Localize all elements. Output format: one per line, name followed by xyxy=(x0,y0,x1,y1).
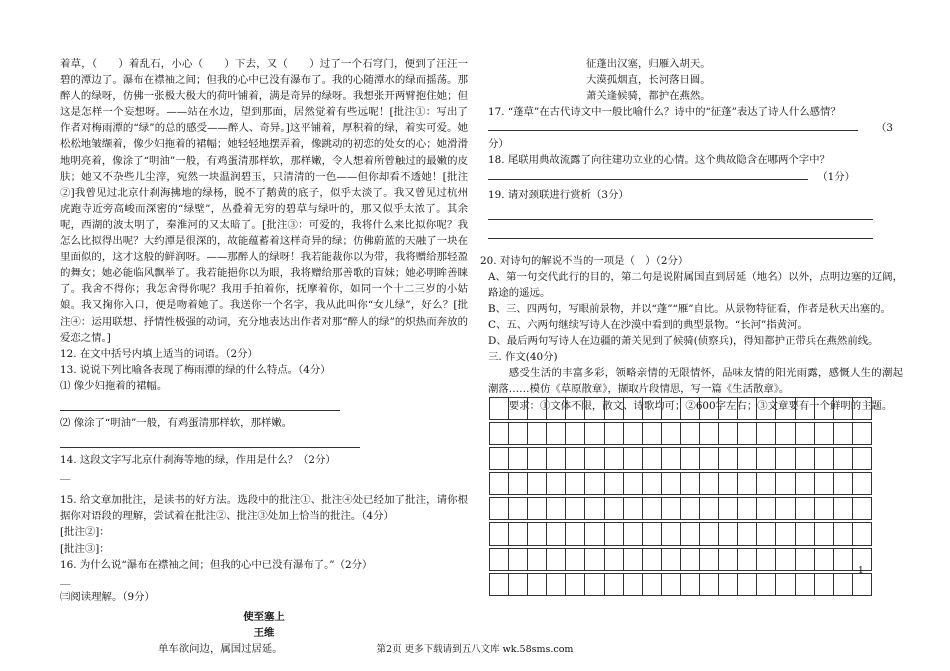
grid-cell[interactable] xyxy=(585,398,604,420)
grid-cell[interactable] xyxy=(776,398,795,420)
question-13: 13. 说说下列比喻各表现了梅雨潭的绿的什么特点。（4分） xyxy=(60,363,331,376)
grid-cell[interactable] xyxy=(604,473,623,495)
grid-cell[interactable] xyxy=(776,498,795,520)
question-17-text: 17. “蓬草”在古代诗文中一般比喻什么？诗中的“征蓬”表达了诗人什么感情？ xyxy=(488,106,841,119)
grid-cell[interactable] xyxy=(700,523,719,545)
grid-cell[interactable] xyxy=(547,498,566,520)
grid-cell[interactable] xyxy=(604,573,623,595)
grid-cell[interactable] xyxy=(604,448,623,470)
grid-cell[interactable] xyxy=(547,573,566,595)
grid-cell[interactable] xyxy=(509,498,528,520)
answer-line[interactable] xyxy=(60,433,360,448)
grid-cell[interactable] xyxy=(833,423,852,445)
question-14: 14. 这段文字写北京什刹海等地的绿，作用是什么？（2分） xyxy=(60,454,336,467)
grid-cell[interactable] xyxy=(604,498,623,520)
grid-cell[interactable] xyxy=(680,498,699,520)
grid-cell[interactable] xyxy=(700,423,719,445)
grid-cell[interactable] xyxy=(623,423,642,445)
grid-cell[interactable] xyxy=(795,498,814,520)
question-14-blank[interactable]: ＿ xyxy=(60,470,71,483)
grid-cell[interactable] xyxy=(680,448,699,470)
grid-cell[interactable] xyxy=(566,423,585,445)
grid-row xyxy=(490,448,872,470)
grid-cell[interactable] xyxy=(490,523,509,545)
grid-cell[interactable] xyxy=(528,573,547,595)
grid-cell[interactable] xyxy=(814,423,833,445)
annotation-3-answer[interactable]: [批注③]： xyxy=(60,542,110,555)
grid-cell[interactable] xyxy=(509,448,528,470)
grid-cell[interactable] xyxy=(623,548,642,570)
essay-writing-grid[interactable] xyxy=(489,397,872,596)
grid-cell[interactable] xyxy=(680,573,699,595)
grid-cell[interactable] xyxy=(738,398,757,420)
grid-cell[interactable] xyxy=(661,498,680,520)
grid-cell[interactable] xyxy=(509,548,528,570)
grid-cell[interactable] xyxy=(795,573,814,595)
grid-cell[interactable] xyxy=(680,523,699,545)
grid-cell[interactable] xyxy=(623,398,642,420)
grid-row xyxy=(490,498,872,520)
grid-cell[interactable] xyxy=(528,473,547,495)
grid-cell[interactable] xyxy=(700,548,719,570)
grid-cell[interactable] xyxy=(509,398,528,420)
grid-cell[interactable] xyxy=(585,548,604,570)
grid-cell[interactable] xyxy=(795,523,814,545)
grid-cell[interactable] xyxy=(852,523,871,545)
grid-cell[interactable] xyxy=(738,448,757,470)
grid-cell[interactable] xyxy=(528,398,547,420)
grid-cell[interactable] xyxy=(738,473,757,495)
grid-cell[interactable] xyxy=(642,423,661,445)
grid-cell[interactable] xyxy=(528,498,547,520)
poem-line: 单车欲问边，属国过居延。 xyxy=(158,643,283,656)
grid-cell[interactable] xyxy=(547,423,566,445)
grid-cell[interactable] xyxy=(585,573,604,595)
question-12: 12. 在文中括号内填上适当的词语。（2分） xyxy=(60,347,258,360)
reading-passage: 着草，（ ）着乱石，小心（ ）下去，又（ ）过了一个石穹门，便到了汪汪一碧的潭边了。瀑布在襟袖之间；但我的心中已没有瀑布了。我的心随潭水的绿而摇荡。那醉人的绿呀，仿佛一张极大极大的荷叶铺着，满是奇异的绿呀。我想张开两臂抱住她；但这是怎样一个妄想呀。——站在水边，望到那面，居然觉着有些远呢！[批注①：写出了作者对梅雨潭的“绿”的总的感受——醉人、奇异。]这平铺着，厚积着的绿，着实可爱。她松松地皱缬着，像少妇拖着的裙幅；她轻轻地摆弄着，像跳动的初恋的处女的心；她滑滑地明亮着，像涂了“明油”一般，有鸡蛋清那样软，那样嫩，令人想着所曾触过的最嫩的皮肤；她又不杂些儿尘滓，宛然一块温润碧玉，只清清的一色——但你却看不透她！[批注②]我曾见过北京什刹海拂地的绿杨，脱不了鹅黄的底子，似乎太淡了。我又曾见过杭州虎跑寺近旁高峻而深密的“绿壁”，丛叠着无穷的碧草与绿叶的，那又似乎太浓了。其余呢，西湖的波太明了，秦淮河的又太暗了。[批注③：可爱的，我将什么来比拟你呢？我怎么比拟得出呢？大约潭是很深的，故能蕴蓄着这样奇异的绿；仿佛蔚蓝的天融了一块在里面似的，这才这般的鲜润呀。——那醉人的绿呀！我若能裁你以为带，我将赠给那轻盈的舞女；她必能临风飘举了。我若能挹你以为眼，我将赠给那善歌的盲妹；她必明眸善睐了。我舍不得你；我怎舍得你呢？我用手拍着你，抚摩着你，如同一个十二三岁的小姑娘。我又掬你入口，便是吻着她了。我送你一个名字，我从此叫你“女儿绿”，好么？[批注④：运用联想、抒情性极强的动词，充分地表达出作者对那“醉人的绿”的炽热而奔放的爱恋之情。] xyxy=(60,58,468,344)
grid-cell[interactable] xyxy=(700,473,719,495)
grid-cell[interactable] xyxy=(642,573,661,595)
grid-cell[interactable] xyxy=(852,473,871,495)
grid-cell[interactable] xyxy=(661,523,680,545)
grid-cell[interactable] xyxy=(585,523,604,545)
grid-cell[interactable] xyxy=(738,523,757,545)
grid-cell[interactable] xyxy=(566,448,585,470)
grid-cell[interactable] xyxy=(738,573,757,595)
grid-cell[interactable] xyxy=(833,398,852,420)
grid-cell[interactable] xyxy=(719,498,738,520)
option-a: A、第一句交代此行的目的，第二句是说附属国直到居延（地名）以外，点明边塞的辽阔，路途的遥远。 xyxy=(488,270,903,299)
grid-cell[interactable] xyxy=(661,548,680,570)
grid-cell[interactable] xyxy=(776,473,795,495)
grid-page-mark: 1 xyxy=(858,566,864,576)
grid-cell[interactable] xyxy=(661,573,680,595)
grid-cell[interactable] xyxy=(757,573,776,595)
grid-cell[interactable] xyxy=(795,423,814,445)
grid-cell[interactable] xyxy=(795,398,814,420)
grid-cell[interactable] xyxy=(585,473,604,495)
grid-row xyxy=(490,523,872,545)
grid-cell[interactable] xyxy=(566,473,585,495)
grid-cell[interactable] xyxy=(585,423,604,445)
grid-cell[interactable] xyxy=(814,573,833,595)
grid-cell[interactable] xyxy=(547,523,566,545)
grid-cell[interactable] xyxy=(852,573,871,595)
grid-cell[interactable] xyxy=(528,423,547,445)
grid-cell[interactable] xyxy=(604,398,623,420)
grid-cell[interactable] xyxy=(719,473,738,495)
grid-cell[interactable] xyxy=(566,523,585,545)
grid-cell[interactable] xyxy=(623,473,642,495)
question-13-item-1: ⑴ 像少妇拖着的裙幅。 xyxy=(60,379,168,392)
grid-cell[interactable] xyxy=(642,448,661,470)
grid-cell[interactable] xyxy=(661,448,680,470)
grid-cell[interactable] xyxy=(776,448,795,470)
poem-line: 萧关逢候骑，都护在燕然。 xyxy=(586,90,711,103)
grid-cell[interactable] xyxy=(719,423,738,445)
grid-cell[interactable] xyxy=(700,448,719,470)
grid-cell[interactable] xyxy=(814,473,833,495)
question-20: 20. 对诗句的解说不当的一项是（ ）（2分） xyxy=(480,254,689,267)
grid-cell[interactable] xyxy=(566,548,585,570)
grid-cell[interactable] xyxy=(719,523,738,545)
grid-cell[interactable] xyxy=(680,423,699,445)
grid-cell[interactable] xyxy=(528,523,547,545)
grid-cell[interactable] xyxy=(738,423,757,445)
grid-cell[interactable] xyxy=(719,573,738,595)
question-13-item-2: ⑵ 像涂了“明油”一般，有鸡蛋清那样软，那样嫩。 xyxy=(60,416,293,429)
page-footer: 第2页 更多下载请到五八文库 wk.58sms.com xyxy=(376,644,574,655)
grid-cell[interactable] xyxy=(757,448,776,470)
grid-row xyxy=(490,423,872,445)
option-c: C、五、六两句继续写诗人在沙漠中看到的典型景物。“长河”指黄河。 xyxy=(488,319,808,332)
grid-cell[interactable] xyxy=(490,573,509,595)
grid-cell[interactable] xyxy=(852,498,871,520)
grid-row xyxy=(490,398,872,420)
grid-cell[interactable] xyxy=(680,473,699,495)
grid-cell[interactable] xyxy=(833,573,852,595)
grid-cell[interactable] xyxy=(757,548,776,570)
poem-line: 征蓬出汉塞，归雁入胡天。 xyxy=(586,58,711,70)
grid-cell[interactable] xyxy=(757,398,776,420)
grid-cell[interactable] xyxy=(490,423,509,445)
grid-cell[interactable] xyxy=(795,548,814,570)
question-18: 18. 尾联用典故流露了向往建功立业的心情。这个典故隐含在哪两个字中？ xyxy=(488,154,830,167)
grid-row xyxy=(490,473,872,495)
grid-cell[interactable] xyxy=(509,523,528,545)
option-d: D、最后两句写诗人在边疆的萧关见到了候骑(侦察兵)，得知都护正带兵在燕然前线。 xyxy=(488,335,879,348)
grid-cell[interactable] xyxy=(604,423,623,445)
grid-cell[interactable] xyxy=(738,548,757,570)
grid-cell[interactable] xyxy=(852,448,871,470)
grid-cell[interactable] xyxy=(776,423,795,445)
grid-cell[interactable] xyxy=(623,523,642,545)
grid-cell[interactable] xyxy=(814,548,833,570)
grid-cell[interactable] xyxy=(642,548,661,570)
question-16: 16. 为什么说“瀑布在襟袖之间；但我的心中已没有瀑布了。”（2分） xyxy=(60,558,373,571)
grid-cell[interactable] xyxy=(661,398,680,420)
grid-cell[interactable] xyxy=(509,473,528,495)
grid-cell[interactable] xyxy=(795,473,814,495)
grid-row xyxy=(490,548,872,570)
grid-cell[interactable] xyxy=(547,473,566,495)
grid-cell[interactable] xyxy=(738,498,757,520)
grid-cell[interactable] xyxy=(604,523,623,545)
question-16-blank[interactable]: ＿ xyxy=(60,574,71,587)
grid-cell[interactable] xyxy=(814,498,833,520)
answer-line[interactable] xyxy=(488,118,858,131)
grid-cell[interactable] xyxy=(642,498,661,520)
grid-cell[interactable] xyxy=(490,548,509,570)
grid-cell[interactable] xyxy=(547,448,566,470)
grid-cell[interactable] xyxy=(566,573,585,595)
grid-cell[interactable] xyxy=(585,448,604,470)
grid-cell[interactable] xyxy=(566,398,585,420)
grid-cell[interactable] xyxy=(852,398,871,420)
question-17-score: （3 xyxy=(875,122,893,135)
essay-prompt: 感受生活的丰富多彩，领略亲情的无限情怀，品味友情的阳光雨露，感慨人生的潮起潮落……模仿《草原散章》，撷取片段情思，写一篇《生活散章》。 xyxy=(488,367,903,396)
grid-cell[interactable] xyxy=(814,448,833,470)
grid-cell[interactable] xyxy=(833,473,852,495)
grid-cell[interactable] xyxy=(852,423,871,445)
grid-cell[interactable] xyxy=(719,548,738,570)
grid-cell[interactable] xyxy=(490,448,509,470)
question-15: 15. 给文章加批注，是读书的好方法。选段中的批注①、批注④处已经加了批注，请你根据你对语段的理解，尝试着在批注②、批注③处加上恰当的批注。（4分） xyxy=(60,494,468,523)
grid-cell[interactable] xyxy=(700,498,719,520)
grid-cell[interactable] xyxy=(814,398,833,420)
grid-cell[interactable] xyxy=(700,573,719,595)
answer-line[interactable] xyxy=(488,205,873,220)
grid-cell[interactable] xyxy=(661,473,680,495)
section-heading: ㈢阅读理解。（9分） xyxy=(60,590,155,603)
grid-cell[interactable] xyxy=(490,398,509,420)
grid-cell[interactable] xyxy=(642,398,661,420)
grid-cell[interactable] xyxy=(680,548,699,570)
grid-cell[interactable] xyxy=(776,548,795,570)
grid-cell[interactable] xyxy=(833,548,852,570)
grid-cell[interactable] xyxy=(528,548,547,570)
answer-line[interactable] xyxy=(488,224,873,239)
question-19: 19. 请对颈联进行赏析（3分） xyxy=(488,188,629,201)
answer-line[interactable] xyxy=(60,396,340,411)
grid-cell[interactable] xyxy=(642,473,661,495)
grid-row xyxy=(490,573,872,595)
grid-cell[interactable] xyxy=(490,498,509,520)
grid-cell[interactable] xyxy=(833,498,852,520)
question-17-end: 分） xyxy=(488,138,509,151)
grid-cell[interactable] xyxy=(509,573,528,595)
grid-cell[interactable] xyxy=(566,498,585,520)
right-column xyxy=(480,0,903,414)
grid-cell[interactable] xyxy=(833,448,852,470)
grid-cell[interactable] xyxy=(757,523,776,545)
left-column xyxy=(60,0,468,657)
grid-cell[interactable] xyxy=(757,423,776,445)
grid-cell[interactable] xyxy=(795,448,814,470)
grid-cell[interactable] xyxy=(814,523,833,545)
poem-line: 大漠孤烟直，长河落日圆。 xyxy=(586,74,711,87)
grid-cell[interactable] xyxy=(776,523,795,545)
grid-cell[interactable] xyxy=(623,573,642,595)
answer-line[interactable] xyxy=(488,167,808,180)
question-18-score: （1分） xyxy=(817,170,855,183)
grid-cell[interactable] xyxy=(604,548,623,570)
annotation-2-answer[interactable]: [批注②]： xyxy=(60,526,110,539)
poem-author: 王维 xyxy=(253,627,275,639)
essay-heading: 三. 作文(40分) xyxy=(488,351,558,364)
grid-cell[interactable] xyxy=(757,473,776,495)
grid-cell[interactable] xyxy=(833,523,852,545)
essay-requirements: 要求：①文体不限，散文、诗歌均可；②600字左右；③文章要有一个鲜明的主题。 xyxy=(508,399,893,412)
grid-cell[interactable] xyxy=(700,398,719,420)
grid-cell[interactable] xyxy=(509,423,528,445)
grid-cell[interactable] xyxy=(623,448,642,470)
grid-cell[interactable] xyxy=(623,498,642,520)
grid-cell[interactable] xyxy=(490,473,509,495)
grid-cell[interactable] xyxy=(757,498,776,520)
grid-cell[interactable] xyxy=(547,398,566,420)
grid-cell[interactable] xyxy=(719,398,738,420)
grid-cell[interactable] xyxy=(547,548,566,570)
option-b: B、三、四两句，写眼前景物，并以“蓬”“雁”自比。从景物特征看，作者是秋天出塞的。 xyxy=(488,302,891,315)
grid-cell[interactable] xyxy=(585,498,604,520)
grid-cell[interactable] xyxy=(661,423,680,445)
grid-cell[interactable] xyxy=(719,448,738,470)
grid-cell[interactable] xyxy=(776,573,795,595)
grid-cell[interactable] xyxy=(528,448,547,470)
poem-title: 使至塞上 xyxy=(243,610,285,623)
grid-cell[interactable] xyxy=(642,523,661,545)
grid-cell[interactable] xyxy=(680,398,699,420)
